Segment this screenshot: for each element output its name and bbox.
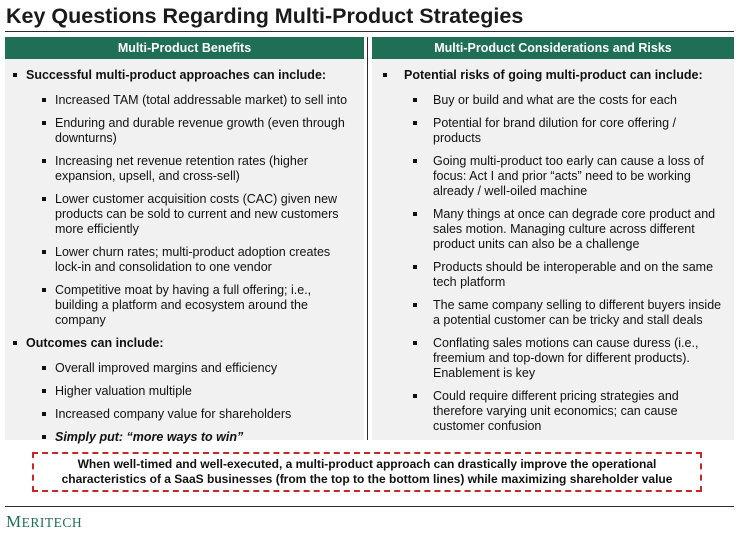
list-item: Products should be interoperable and on the same tech platform xyxy=(372,260,734,290)
list-heading: Successful multi-product approaches can include: xyxy=(5,68,364,83)
list-item: Going multi-product too early can cause a loss of focus: Act I and prior “acts” need to be working already / well-oiled machine xyxy=(372,154,734,199)
list-item: Increased TAM (total addressable market) to sell into xyxy=(5,93,364,108)
list-item: Enduring and durable revenue growth (even through downturns) xyxy=(5,116,364,146)
list-item: Overall improved margins and efficiency xyxy=(5,361,364,376)
column-divider xyxy=(367,37,368,440)
benefits-list xyxy=(5,59,364,445)
benefits-panel xyxy=(5,37,364,444)
list-item: Could require different pricing strategies and therefore varying unit economics; can cause customer confusion xyxy=(372,389,734,434)
list-item: Conflating sales motions can cause duress (i.e., freemium and top-down for different products). Enablement is key xyxy=(372,336,734,381)
title-divider xyxy=(5,31,734,32)
list-item: Competitive moat by having a full offering; i.e., building a platform and ecosystem around the company xyxy=(5,283,364,328)
list-item: Increasing net revenue retention rates (higher expansion, upsell, and cross-sell) xyxy=(5,154,364,184)
list-heading: Outcomes can include: xyxy=(5,336,364,351)
risks-header: Multi-Product Considerations and Risks xyxy=(372,37,734,59)
logo-initial: M xyxy=(6,512,22,531)
footer-divider xyxy=(5,506,734,507)
logo-rest: ERITECH xyxy=(21,515,83,530)
list-item: Buy or build and what are the costs for each xyxy=(372,93,734,108)
list-item: The same company selling to different buyers inside a potential customer can be tricky and stall deals xyxy=(372,298,734,328)
risks-panel xyxy=(372,37,734,440)
list-item: Potential for brand dilution for core offering / products xyxy=(372,116,734,146)
risks-list xyxy=(372,59,734,434)
slide-title: Key Questions Regarding Multi-Product Strategies xyxy=(6,4,524,28)
summary-callout-text: When well-timed and well-executed, a multi-product approach can drastically improve the operational characteristics of a SaaS businesses (from the top to the bottom lines) while maximizing shareholder value xyxy=(61,457,673,486)
list-item: Many things at once can degrade core product and sales motion. Managing culture across different product units can also be a challenge xyxy=(372,207,734,252)
meritech-logo xyxy=(6,512,82,532)
list-heading: Potential risks of going multi-product can include: xyxy=(372,68,734,83)
benefits-header: Multi-Product Benefits xyxy=(5,37,364,59)
list-item: Lower customer acquisition costs (CAC) given new products can be sold to current and new customers more efficiently xyxy=(5,192,364,237)
list-item: Higher valuation multiple xyxy=(5,384,364,399)
list-item: Increased company value for shareholders xyxy=(5,407,364,422)
list-item: Lower churn rates; multi-product adoption creates lock-in and consolidation to one vendor xyxy=(5,245,364,275)
list-item: Simply put: “more ways to win” xyxy=(5,430,364,445)
summary-callout xyxy=(32,452,702,492)
